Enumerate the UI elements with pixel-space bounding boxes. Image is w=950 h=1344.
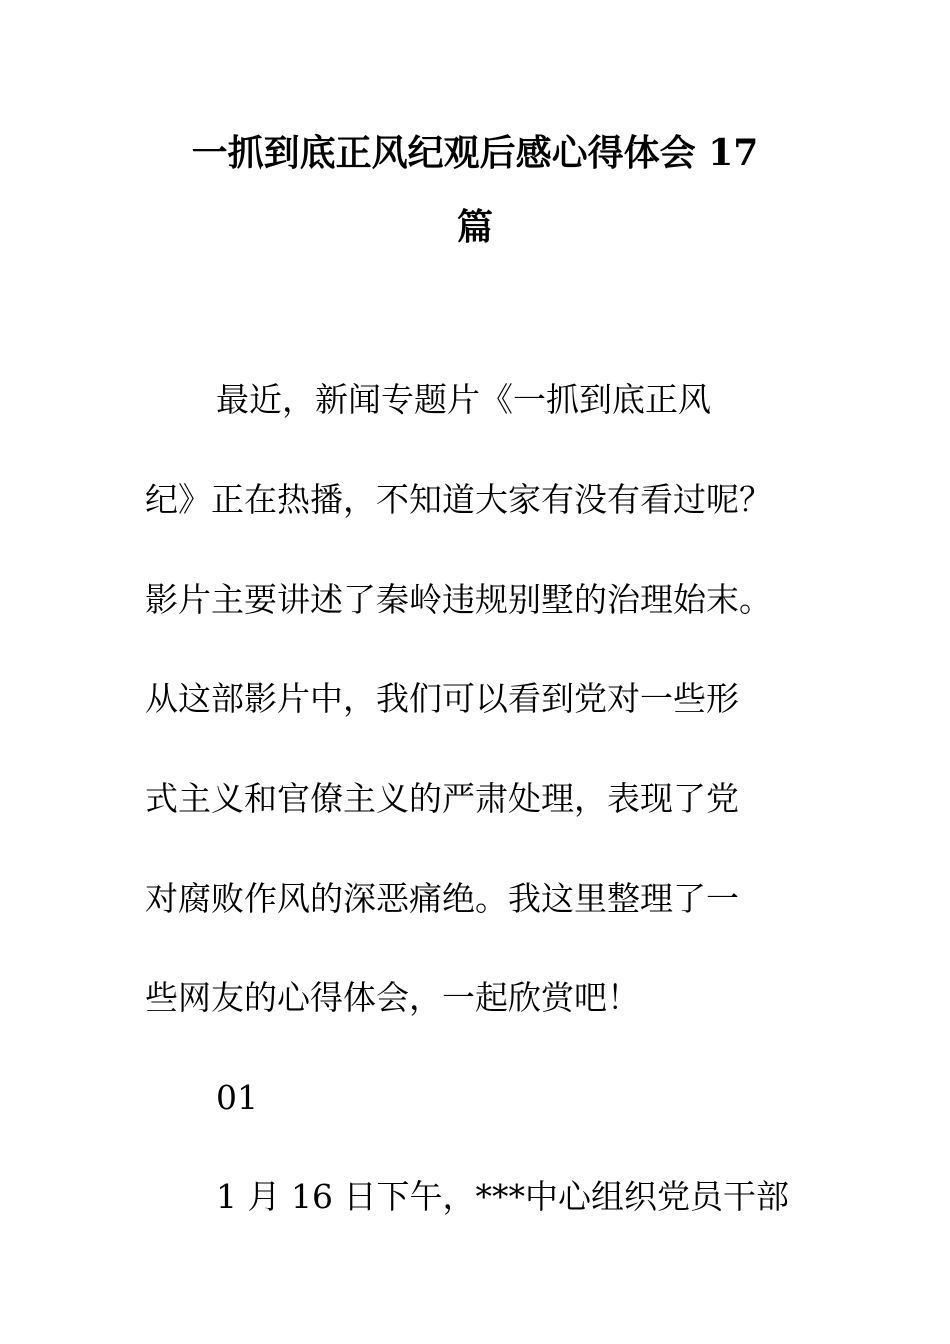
document-title-line-1: 一抓到底正风纪观后感心得体会 17 <box>191 132 759 174</box>
paragraph-line-4: 从这部影片中，我们可以看到党对一些形 <box>145 679 739 718</box>
paragraph-line-1: 最近，新闻专题片《一抓到底正风 <box>216 380 711 419</box>
paragraph-line-6: 对腐败作风的深恶痛绝。我这里整理了一 <box>145 879 739 918</box>
paragraph-line-2: 纪》正在热播，不知道大家有没有看过呢？ <box>145 480 772 519</box>
paragraph-line-5: 式主义和官僚主义的严肃处理，表现了党 <box>145 779 739 818</box>
section-number: 01 <box>216 1078 258 1117</box>
paragraph-line-3: 影片主要讲述了秦岭违规别墅的治理始末。 <box>145 580 772 619</box>
document-title-line-2: 篇 <box>456 206 493 248</box>
paragraph-line-7: 些网友的心得体会，一起欣赏吧！ <box>145 978 640 1017</box>
paragraph-line-9: 1 月 16 日下午，***中心组织党员干部 <box>216 1177 789 1216</box>
